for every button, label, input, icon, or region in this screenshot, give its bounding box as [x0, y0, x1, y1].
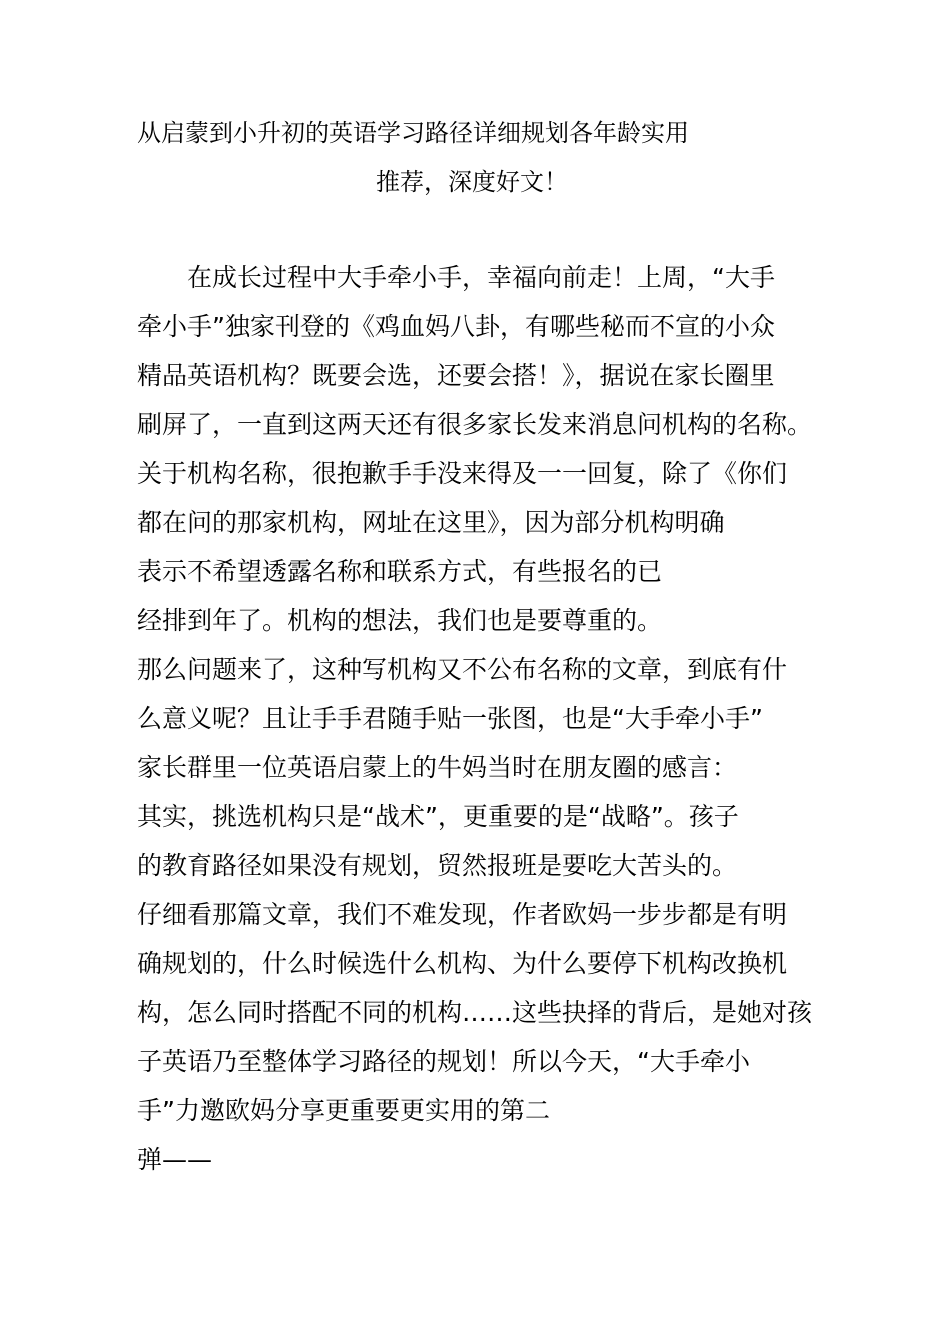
paragraph-line: 牵小手”独家刊登的《鸡血妈八卦，有哪些秘而不宣的小众 [137, 312, 775, 341]
document-title-line-2: 推荐，深度好文！ [376, 168, 568, 196]
paragraph-line: 确规划的，什么时候选什么机构、为什么要停下机构改换机 [137, 949, 788, 978]
paragraph-line: 刷屏了，一直到这两天还有很多家长发来消息问机构的名称。 [137, 410, 813, 439]
document-title-line-1: 从启蒙到小升初的英语学习路径详细规划各年龄实用 [137, 119, 689, 147]
paragraph-line: 都在问的那家机构，网址在这里》，因为部分机构明确 [137, 508, 725, 537]
paragraph-line: 在成长过程中大手牵小手，幸福向前走！上周，“大手 [187, 263, 775, 292]
paragraph-line: 仔细看那篇文章，我们不难发现，作者欧妈一步步都是有明 [137, 900, 788, 929]
paragraph-line: 其实，挑选机构只是“战术”，更重要的是“战略”。孩子 [137, 802, 739, 831]
paragraph-line: 么意义呢？且让手手君随手贴一张图，也是“大手牵小手” [137, 704, 763, 733]
paragraph-line: 弹—— [137, 1145, 213, 1174]
paragraph-line: 的教育路径如果没有规划，贸然报班是要吃大苦头的。 [137, 851, 738, 880]
paragraph-line: 手”力邀欧妈分享更重要更实用的第二 [137, 1096, 550, 1125]
paragraph-line: 子英语乃至整体学习路径的规划！所以今天，“大手牵小 [137, 1047, 750, 1076]
paragraph-line: 关于机构名称，很抱歉手手没来得及一一回复，除了《你们 [137, 459, 788, 488]
paragraph-line: 那么问题来了，这种写机构又不公布名称的文章，到底有什 [137, 655, 788, 684]
paragraph-line: 经排到年了。机构的想法，我们也是要尊重的。 [137, 606, 663, 635]
paragraph-line: 精品英语机构？既要会选，还要会搭！》，据说在家长圈里 [137, 361, 775, 390]
paragraph-line: 构，怎么同时搭配不同的机构……这些抉择的背后，是她对孩 [137, 998, 813, 1027]
paragraph-line: 表示不希望透露名称和联系方式，有些报名的已 [137, 557, 663, 586]
paragraph-line: 家长群里一位英语启蒙上的牛妈当时在朋友圈的感言： [137, 753, 738, 782]
